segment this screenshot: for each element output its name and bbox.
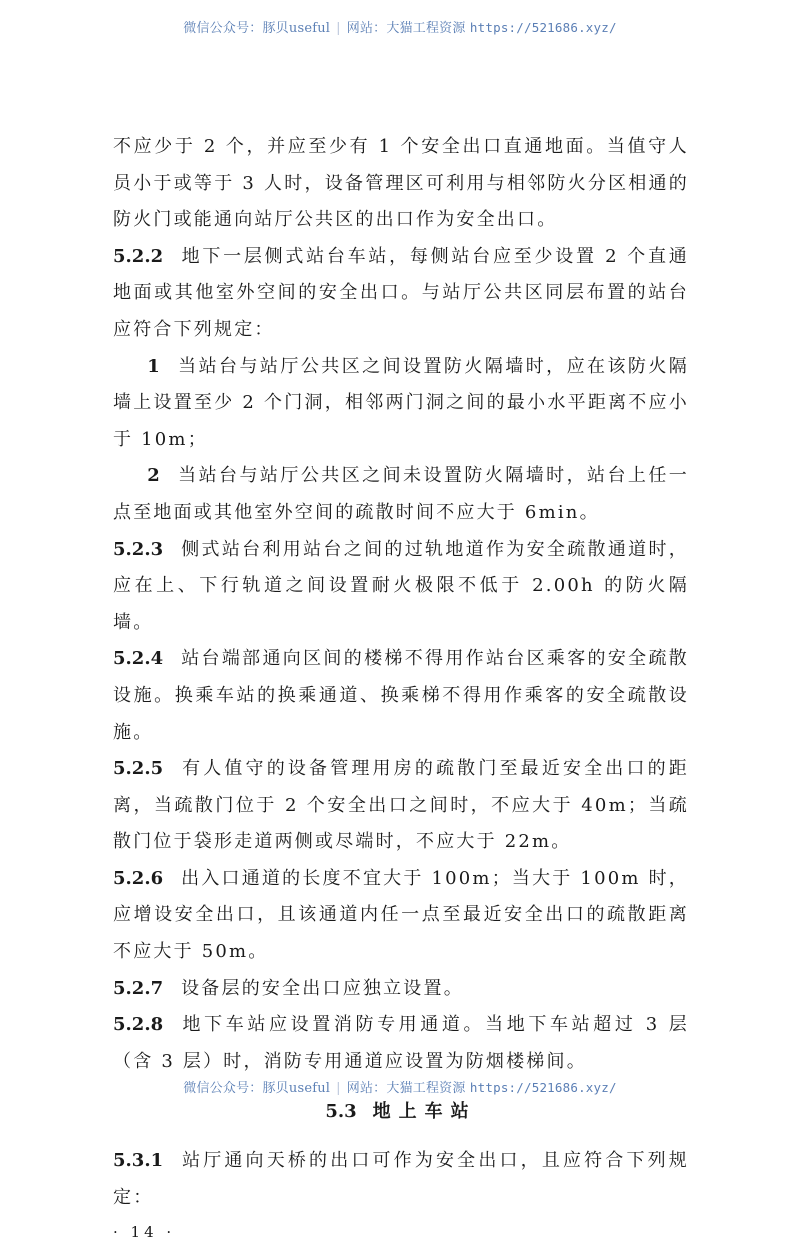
watermark-site-label: 网站：大猫工程资源 <box>346 1081 466 1096</box>
clause-5-2-7 <box>113 971 689 1008</box>
item-text: 当站台与站厅公共区之间未设置防火隔墙时，站台上任一点至地面或其他室外空间的疏散时间不应大于 6min。 <box>113 465 689 523</box>
item-text: 当站台与站厅公共区之间设置防火隔墙时，应在该防火隔墙上设置至少 2 个门洞，相邻两门洞之间的最小水平距离不应小于 10m； <box>113 355 689 450</box>
clause-number: 5.2.8 <box>113 1014 164 1036</box>
continuation-paragraph: 不应少于 2 个，并应至少有 1 个安全出口直通地面。当值守人员小于或等于 3 人时，设备管理区可利用与相邻防火分区相通的防火门或能通向站厅公共区的出口作为安全出口。 <box>113 136 689 231</box>
clause-number: 5.2.6 <box>113 867 164 889</box>
clause-number: 5.2.4 <box>113 648 164 670</box>
item-number: 1 <box>147 355 162 377</box>
clause-text: 地下车站应设置消防专用通道。当地下车站超过 3 层（含 3 层）时，消防专用通道应设置为防烟楼梯间。 <box>113 1014 689 1072</box>
clause-text: 出入口通道的长度不宜大于 100m；当大于 100m 时，应增设安全出口，且该通道内任一点至最近安全出口的疏散距离不应大于 50m。 <box>113 867 689 963</box>
page-number: · 14 · <box>113 1223 176 1242</box>
clause-number: 5.2.7 <box>113 977 164 999</box>
watermark-top <box>0 17 800 36</box>
clause-text: 站台端部通向区间的楼梯不得用作站台区乘客的安全疏散设施。换乘车站的换乘通道、换乘梯不得用作乘客的安全疏散设施。 <box>113 648 689 743</box>
watermark-url: https://521686.xyz/ <box>469 20 617 35</box>
clause-number: 5.3.1 <box>113 1150 164 1172</box>
watermark-url: https://521686.xyz/ <box>469 1080 617 1095</box>
section-title: 地上车站 <box>372 1101 477 1123</box>
watermark-wechat: 微信公众号：豚贝useful <box>183 21 331 36</box>
clause-5-2-2-item-2 <box>113 458 689 531</box>
clause-5-2-5 <box>113 751 689 861</box>
clause-text: 站厅通向天桥的出口可作为安全出口，且应符合下列规定： <box>113 1150 689 1208</box>
clause-text: 设备层的安全出口应独立设置。 <box>181 977 464 999</box>
clause-number: 5.2.3 <box>113 538 164 560</box>
clause-5-2-6 <box>113 861 689 971</box>
clause-number: 5.2.5 <box>113 758 164 780</box>
watermark-wechat: 微信公众号：豚贝useful <box>183 1081 331 1096</box>
clause-5-3-1 <box>113 1143 689 1216</box>
watermark-site-label: 网站：大猫工程资源 <box>346 21 466 36</box>
clause-5-2-4 <box>113 641 689 751</box>
section-number: 5.3 <box>325 1101 357 1123</box>
clause-5-2-3 <box>113 532 689 642</box>
clause-5-2-2 <box>113 239 689 349</box>
clause-text: 地下一层侧式站台车站，每侧站台应至少设置 2 个直通地面或其他室外空间的安全出口。与站厅公共区同层布置的站台应符合下列规定： <box>113 245 689 340</box>
clause-5-2-8 <box>113 1007 689 1080</box>
clause-text: 侧式站台利用站台之间的过轨地道作为安全疏散通道时，应在上、下行轨道之间设置耐火极限不低于 2.00h 的防火隔墙。 <box>113 538 689 633</box>
watermark-separator: | <box>336 1081 341 1096</box>
clause-text: 有人值守的设备管理用房的疏散门至最近安全出口的距离，当疏散门位于 2 个安全出口之间时，不应大于 40m；当疏散门位于袋形走道两侧或尽端时，不应大于 22m。 <box>113 758 689 853</box>
clause-number: 5.2.2 <box>113 245 164 267</box>
item-number: 2 <box>147 465 162 487</box>
section-heading <box>113 1094 689 1131</box>
clause-5-2-2-item-1 <box>113 349 689 459</box>
watermark-bottom <box>0 1077 800 1096</box>
watermark-separator: | <box>336 21 341 36</box>
